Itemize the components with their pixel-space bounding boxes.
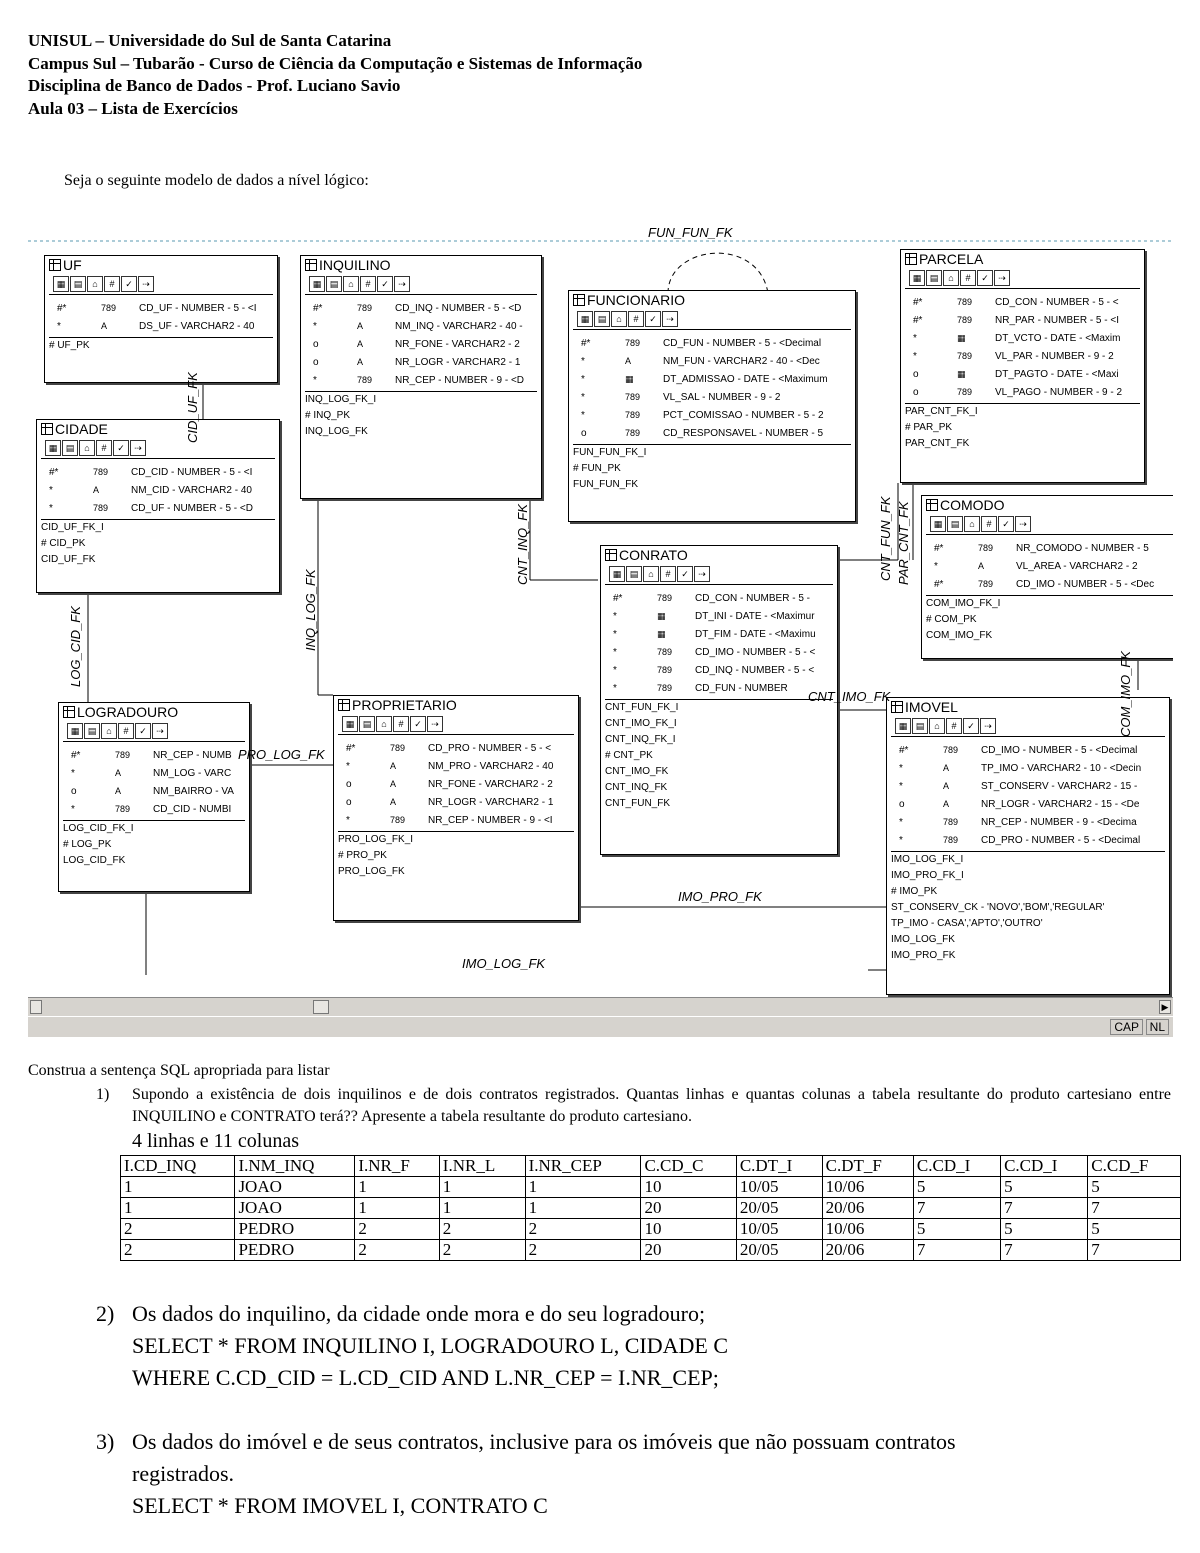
table-icon: [305, 259, 317, 271]
status-bar: [28, 1017, 1173, 1037]
toolbar-icon: #: [360, 276, 376, 292]
toolbar-icon: ✓: [998, 516, 1014, 532]
rel-fun-fun: FUN_FUN_FK: [648, 225, 733, 240]
toolbar-icon: ⇢: [694, 566, 710, 582]
column-row: #* 789 CD_IMO - NUMBER - 5 - <Dec: [934, 579, 1155, 590]
toolbar-icon: ✓: [121, 276, 137, 292]
key-row: # COM_PK: [926, 614, 977, 625]
document-header: [28, 30, 642, 120]
header-cell: I.NR_F: [355, 1156, 439, 1177]
column-row: * A NM_INQ - VARCHAR2 - 40 -: [313, 321, 523, 332]
column-row: #* 789 NR_PAR - NUMBER - 5 - <I: [913, 315, 1119, 326]
column-row: * 789 NR_CEP - NUMBER - 9 - <Decima: [899, 817, 1137, 828]
entity-title: INQUILINO: [319, 257, 391, 273]
table-row: 2 PEDRO 2 2 2 10 10/05 10/06 5 5 5: [121, 1219, 1181, 1240]
table-icon: [49, 259, 61, 271]
entity-toolbar: [905, 270, 1140, 289]
column-row: o A NR_LOGR - VARCHAR2 - 1: [346, 797, 554, 808]
toolbar-icon: ⇢: [662, 311, 678, 327]
entity-title: CIDADE: [55, 421, 108, 437]
toolbar-icon: ⌂: [376, 716, 392, 732]
key-row: TP_IMO - CASA','APTO','OUTRO': [891, 918, 1043, 929]
entity-cidade[interactable]: [36, 419, 280, 593]
rel-com-imo: COM_IMO_FK: [1118, 651, 1133, 737]
key-row: CID_UF_FK_I: [41, 522, 104, 533]
entity-title: IMOVEL: [905, 699, 958, 715]
table-row: 1 JOAO 1 1 1 10 10/05 10/06 5 5 5: [121, 1177, 1181, 1198]
column-row: #* 789 CD_UF - NUMBER - 5 - <I: [57, 303, 257, 314]
toolbar-icon: ⌂: [943, 270, 959, 286]
rel-cid-uf: CID_UF_FK: [185, 372, 200, 443]
entity-toolbar: [41, 440, 275, 459]
toolbar-icon: ▦: [309, 276, 325, 292]
question-number: 1): [96, 1086, 110, 1103]
column-row: * ▦ DT_VCTO - DATE - <Maxim: [913, 333, 1121, 344]
key-row: # CNT_PK: [605, 750, 653, 761]
header-cell: I.NR_L: [439, 1156, 525, 1177]
column-row: o A NR_LOGR - VARCHAR2 - 1: [313, 357, 521, 368]
header-campus: Campus Sul – Tubarão - Curso de Ciência da Computação e Sistemas de Informação: [28, 53, 643, 73]
key-row: # PAR_PK: [905, 422, 953, 433]
column-row: #* 789 CD_CID - NUMBER - 5 - <I: [49, 467, 253, 478]
key-row: FUN_FUN_FK: [573, 479, 639, 490]
question-text: Os dados do imóvel e de seus contratos, inclusive para os imóveis que não possuam contratos: [132, 1429, 956, 1454]
toolbar-icon: ⌂: [87, 276, 103, 292]
key-row: # CID_PK: [41, 538, 86, 549]
toolbar-icon: ▤: [84, 723, 100, 739]
table-icon: [605, 549, 617, 561]
column-row: * A NM_PRO - VARCHAR2 - 40: [346, 761, 554, 772]
column-row: * 789 CD_INQ - NUMBER - 5 - <: [613, 665, 815, 676]
toolbar-icon: ✓: [410, 716, 426, 732]
toolbar-icon: ⇢: [152, 723, 168, 739]
entity-conrato[interactable]: [600, 545, 838, 855]
entity-toolbar: [605, 566, 833, 585]
key-row: CID_UF_FK: [41, 554, 96, 565]
table-header-row: [121, 1156, 1181, 1177]
column-row: o A NM_BAIRRO - VA: [71, 786, 234, 797]
header-cell: C.CD_C: [641, 1156, 736, 1177]
header-cell: C.DT_I: [736, 1156, 822, 1177]
column-row: #* 789 NR_CEP - NUMB: [71, 750, 232, 761]
column-row: * 789 CD_IMO - NUMBER - 5 - <: [613, 647, 816, 658]
toolbar-icon: ▦: [577, 311, 593, 327]
toolbar-icon: ▦: [45, 440, 61, 456]
key-row: # FUN_PK: [573, 463, 621, 474]
key-row: IMO_LOG_FK: [891, 934, 955, 945]
entity-toolbar: [926, 516, 1173, 535]
key-row: INQ_LOG_FK_I: [305, 394, 377, 405]
key-row: # LOG_PK: [63, 839, 112, 850]
rel-cnt-imo: CNT_IMO_FK: [808, 689, 891, 704]
table-icon: [573, 294, 585, 306]
column-row: * A NM_CID - VARCHAR2 - 40: [49, 485, 252, 496]
toolbar-icon: ⇢: [980, 718, 996, 734]
column-row: o 789 VL_PAGO - NUMBER - 9 - 2: [913, 387, 1123, 398]
key-row: PAR_CNT_FK: [905, 438, 970, 449]
toolbar-icon: ▦: [895, 718, 911, 734]
entity-imovel[interactable]: [886, 697, 1170, 995]
toolbar-icon: ▦: [609, 566, 625, 582]
column-row: * 789 VL_SAL - NUMBER - 9 - 2: [581, 392, 781, 403]
column-row: * 789 PCT_COMISSAO - NUMBER - 5 - 2: [581, 410, 824, 421]
key-row: CNT_INQ_FK_I: [605, 734, 676, 745]
header-cell: C.CD_I: [913, 1156, 1000, 1177]
scroll-left-arrow[interactable]: [30, 1000, 42, 1014]
toolbar-icon: ▤: [912, 718, 928, 734]
toolbar-icon: ▦: [930, 516, 946, 532]
entity-uf[interactable]: [44, 255, 278, 383]
header-university: UNISUL – Universidade do Sul de Santa Catarina: [28, 31, 392, 50]
key-row: LOG_CID_FK_I: [63, 823, 134, 834]
column-row: * A TP_IMO - VARCHAR2 - 10 - <Decin: [899, 763, 1142, 774]
table-icon: [41, 423, 53, 435]
questions-intro: Construa a sentença SQL apropriada para listar: [28, 1062, 330, 1079]
question-text: Supondo a existência de dois inquilinos e de dois contratos registrados. Quantas linhas e quantas colunas a tabela resultante do produto cartesiano entre INQUILINO e CONTRATO terá?? Apresente a tabela resultante do produto cartesiano.: [132, 1086, 1171, 1125]
toolbar-icon: ▤: [70, 276, 86, 292]
column-row: * A ST_CONSERV - VARCHAR2 - 15 -: [899, 781, 1138, 792]
column-row: * A VL_AREA - VARCHAR2 - 2: [934, 561, 1138, 572]
column-row: #* 789 CD_IMO - NUMBER - 5 - <Decimal: [899, 745, 1138, 756]
rel-cnt-inq: CNT_INQ_FK: [515, 504, 530, 585]
column-row: * 789 CD_FUN - NUMBER: [613, 683, 788, 694]
toolbar-icon: ▤: [62, 440, 78, 456]
sql-line: SELECT * FROM INQUILINO I, LOGRADOURO L, CIDADE C: [132, 1333, 729, 1358]
key-row: COM_IMO_FK: [926, 630, 993, 641]
toolbar-icon: ⇢: [138, 276, 154, 292]
key-row: CNT_IMO_FK_I: [605, 718, 677, 729]
toolbar-icon: #: [660, 566, 676, 582]
column-row: #* 789 CD_CON - NUMBER - 5 -: [613, 593, 811, 604]
header-lesson: Aula 03 – Lista de Exercícios: [28, 98, 238, 118]
intro-text: Seja o seguinte modelo de dados a nível lógico:: [64, 172, 369, 189]
rel-log-cid: LOG_CID_FK: [68, 606, 83, 687]
sql-line: WHERE C.CD_CID = L.CD_CID AND L.NR_CEP = I.NR_CEP;: [132, 1365, 719, 1390]
toolbar-icon: ▦: [67, 723, 83, 739]
entity-toolbar: [305, 276, 537, 295]
toolbar-icon: #: [118, 723, 134, 739]
table-icon: [63, 706, 75, 718]
key-row: CNT_INQ_FK: [605, 782, 668, 793]
header-cell: I.NM_INQ: [235, 1156, 355, 1177]
entity-title: COMODO: [940, 497, 1005, 513]
rel-imo-log: IMO_LOG_FK: [462, 956, 546, 971]
question-text-continued: registrados.: [132, 1461, 235, 1486]
column-row: * ▦ DT_INI - DATE - <Maximur: [613, 611, 815, 622]
toolbar-icon: ▦: [342, 716, 358, 732]
toolbar-icon: ⌂: [643, 566, 659, 582]
toolbar-icon: ▤: [626, 566, 642, 582]
question-text: Os dados do inquilino, da cidade onde mora e do seu logradouro;: [132, 1301, 706, 1326]
sql-line: SELECT * FROM IMOVEL I, CONTRATO C: [132, 1493, 548, 1518]
column-row: * ▦ DT_FIM - DATE - <Maximu: [613, 629, 816, 640]
key-row: IMO_PRO_FK: [891, 950, 956, 961]
toolbar-icon: ✓: [977, 270, 993, 286]
toolbar-icon: ⇢: [427, 716, 443, 732]
header-discipline: Disciplina de Banco de Dados - Prof. Luciano Savio: [28, 76, 401, 95]
key-row: PAR_CNT_FK_I: [905, 406, 978, 417]
entity-toolbar: [573, 311, 851, 330]
toolbar-icon: ▤: [326, 276, 342, 292]
key-row: # PRO_PK: [338, 850, 387, 861]
column-row: * 789 CD_UF - NUMBER - 5 - <D: [49, 503, 253, 514]
toolbar-icon: #: [946, 718, 962, 734]
toolbar-icon: ▦: [53, 276, 69, 292]
question-number: 3): [96, 1429, 115, 1454]
toolbar-icon: ⇢: [394, 276, 410, 292]
table-icon: [905, 253, 917, 265]
table-icon: [891, 701, 903, 713]
entity-proprietario[interactable]: [333, 695, 579, 921]
header-cell: C.CD_F: [1088, 1156, 1181, 1177]
entity-toolbar: [63, 723, 245, 742]
toolbar-icon: ⇢: [1015, 516, 1031, 532]
entity-inquilino[interactable]: [300, 255, 542, 499]
toolbar-icon: ⌂: [929, 718, 945, 734]
key-row: LOG_CID_FK: [63, 855, 126, 866]
toolbar-icon: ✓: [113, 440, 129, 456]
table-icon: [338, 699, 350, 711]
toolbar-icon: ⌂: [964, 516, 980, 532]
entity-funcionario[interactable]: [568, 290, 856, 522]
toolbar-icon: #: [96, 440, 112, 456]
toolbar-icon: ▤: [359, 716, 375, 732]
entity-parcela[interactable]: [900, 249, 1145, 483]
key-row: # INQ_PK: [305, 410, 351, 421]
entity-logradouro[interactable]: [58, 702, 250, 892]
entity-toolbar: [49, 276, 273, 295]
toolbar-icon: #: [981, 516, 997, 532]
rel-imo-pro: IMO_PRO_FK: [678, 889, 762, 904]
column-row: * A NM_LOG - VARC: [71, 768, 232, 779]
column-row: * A DS_UF - VARCHAR2 - 40: [57, 321, 255, 332]
toolbar-icon: ▤: [594, 311, 610, 327]
key-row: # UF_PK: [49, 340, 90, 351]
toolbar-icon: ✓: [135, 723, 151, 739]
rel-pro-log: PRO_LOG_FK: [238, 747, 325, 762]
cartesian-product-table: [120, 1155, 1181, 1261]
column-row: o A NR_FONE - VARCHAR2 - 2: [313, 339, 520, 350]
toolbar-icon: ⇢: [994, 270, 1010, 286]
key-row: FUN_FUN_FK_I: [573, 447, 647, 458]
toolbar-icon: ✓: [377, 276, 393, 292]
toolbar-icon: ⌂: [101, 723, 117, 739]
toolbar-icon: #: [104, 276, 120, 292]
entity-title: PROPRIETARIO: [352, 697, 457, 713]
rel-inq-log: INQ_LOG_FK: [303, 569, 318, 651]
scroll-right-arrow[interactable]: ▶: [1159, 1000, 1171, 1014]
column-row: * 789 NR_CEP - NUMBER - 9 - <I: [346, 815, 553, 826]
table-row: 1 JOAO 1 1 1 20 20/05 20/06 7 7 7: [121, 1198, 1181, 1219]
toolbar-icon: #: [960, 270, 976, 286]
column-row: #* 789 CD_PRO - NUMBER - 5 - <: [346, 743, 552, 754]
entity-title: LOGRADOURO: [77, 704, 179, 720]
caps-lock-indicator: CAP: [1110, 1019, 1143, 1035]
toolbar-icon: ⌂: [343, 276, 359, 292]
key-row: PRO_LOG_FK_I: [338, 834, 414, 845]
column-row: o ▦ DT_PAGTO - DATE - <Maxi: [913, 369, 1119, 380]
header-cell: I.NR_CEP: [525, 1156, 641, 1177]
column-row: * ▦ DT_ADMISSAO - DATE - <Maximum: [581, 374, 828, 385]
rel-par-cnt: PAR_CNT_FK: [896, 501, 911, 585]
toolbar-icon: ✓: [677, 566, 693, 582]
entity-toolbar: [338, 716, 574, 735]
toolbar-icon: ⌂: [79, 440, 95, 456]
toolbar-icon: ▦: [909, 270, 925, 286]
header-cell: I.CD_INQ: [121, 1156, 235, 1177]
key-row: CNT_FUN_FK_I: [605, 702, 679, 713]
column-row: #* 789 CD_FUN - NUMBER - 5 - <Decimal: [581, 338, 822, 349]
toolbar-icon: ▤: [947, 516, 963, 532]
column-row: #* 789 NR_COMODO - NUMBER - 5: [934, 543, 1149, 554]
key-row: IMO_PRO_FK_I: [891, 870, 964, 881]
toolbar-icon: #: [628, 311, 644, 327]
column-row: #* 789 CD_INQ - NUMBER - 5 - <D: [313, 303, 522, 314]
column-row: * A NM_FUN - VARCHAR2 - 40 - <Dec: [581, 356, 820, 367]
toolbar-icon: ⇢: [130, 440, 146, 456]
column-row: o 789 CD_RESPONSAVEL - NUMBER - 5: [581, 428, 824, 439]
column-row: o A NR_FONE - VARCHAR2 - 2: [346, 779, 553, 790]
entity-title: UF: [63, 257, 82, 273]
toolbar-icon: ⌂: [611, 311, 627, 327]
toolbar-icon: ✓: [645, 311, 661, 327]
key-row: PRO_LOG_FK: [338, 866, 405, 877]
num-lock-indicator: NL: [1146, 1019, 1169, 1035]
column-row: * 789 CD_PRO - NUMBER - 5 - <Decimal: [899, 835, 1141, 846]
key-row: CNT_IMO_FK: [605, 766, 669, 777]
question-number: 2): [96, 1301, 115, 1326]
toolbar-icon: #: [393, 716, 409, 732]
key-row: CNT_FUN_FK: [605, 798, 671, 809]
question-1-answer: 4 linhas e 11 colunas: [132, 1130, 300, 1152]
horizontal-scrollbar[interactable]: [28, 997, 1173, 1016]
toolbar-icon: ▤: [926, 270, 942, 286]
header-cell: C.DT_F: [822, 1156, 913, 1177]
toolbar-icon: ✓: [963, 718, 979, 734]
column-row: * 789 VL_PAR - NUMBER - 9 - 2: [913, 351, 1114, 362]
column-row: o A NR_LOGR - VARCHAR2 - 15 - <De: [899, 799, 1140, 810]
column-row: * 789 NR_CEP - NUMBER - 9 - <D: [313, 375, 525, 386]
column-row: #* 789 CD_CON - NUMBER - 5 - <: [913, 297, 1119, 308]
key-row: COM_IMO_FK_I: [926, 598, 1001, 609]
entity-comodo[interactable]: [921, 495, 1173, 659]
scroll-thumb[interactable]: [313, 1000, 329, 1014]
rel-cnt-fun: CNT_FUN_FK: [878, 496, 893, 581]
key-row: IMO_LOG_FK_I: [891, 854, 964, 865]
entity-title: FUNCIONARIO: [587, 292, 685, 308]
entity-title: CONRATO: [619, 547, 688, 563]
entity-title: PARCELA: [919, 251, 984, 267]
table-row: 2 PEDRO 2 2 2 20 20/05 20/06 7 7 7: [121, 1240, 1181, 1261]
key-row: INQ_LOG_FK: [305, 426, 368, 437]
er-diagram: [28, 225, 1173, 1045]
key-row: # IMO_PK: [891, 886, 938, 897]
column-row: * 789 CD_CID - NUMBI: [71, 804, 232, 815]
table-icon: [926, 499, 938, 511]
key-row: ST_CONSERV_CK - 'NOVO','BOM','REGULAR': [891, 902, 1105, 913]
header-cell: C.CD_I: [1001, 1156, 1088, 1177]
